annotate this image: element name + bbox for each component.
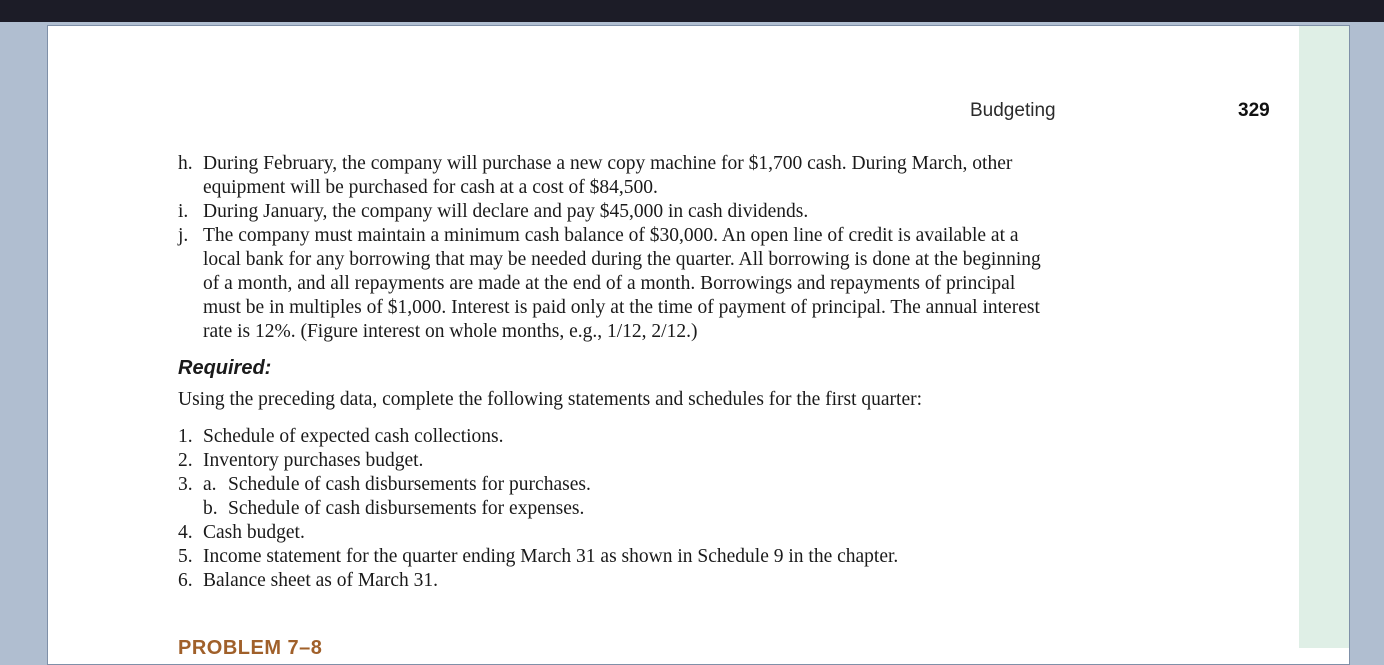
list-item-text: Income statement for the quarter ending March 31 as shown in Schedule 9 in the chapter. (203, 546, 899, 567)
running-head: Budgeting (970, 100, 1056, 121)
list-item-text: Cash budget. (203, 522, 305, 543)
list-marker: h. (178, 153, 193, 174)
list-item (178, 569, 1078, 593)
list-item (178, 200, 1058, 224)
list-item (178, 152, 1058, 200)
list-marker: i. (178, 201, 189, 222)
list-marker: 6. (178, 570, 193, 591)
list-marker: 2. (178, 450, 193, 471)
sub-marker: a. (203, 474, 217, 495)
list-item-text: Balance sheet as of March 31. (203, 570, 438, 591)
list-item-text: Inventory purchases budget. (203, 450, 424, 471)
sub-marker: b. (203, 498, 218, 519)
list-item (178, 449, 1078, 473)
page-number: 329 (1238, 100, 1270, 121)
lettered-list (178, 152, 1058, 344)
list-marker: j. (178, 225, 189, 246)
list-item-text: During January, the company will declare and pay $45,000 in cash dividends. (203, 201, 809, 222)
list-item-text: During February, the company will purchase a new copy machine for $1,700 cash. During March, other equipment will be purchased for cash at a cost of $84,500. (203, 153, 1013, 198)
list-item-text: Schedule of expected cash collections. (203, 426, 504, 447)
list-item-sublist (203, 473, 1078, 521)
sub-item (203, 473, 1078, 497)
list-marker: 3. (178, 474, 193, 495)
list-marker: 5. (178, 546, 193, 567)
window-top-bar (0, 0, 1384, 22)
list-item (178, 425, 1078, 449)
page-margin-strip (1299, 26, 1349, 648)
list-item-text: The company must maintain a minimum cash balance of $30,000. An open line of credit is available at a local bank for any borrowing that may be needed during the quarter. All borrowing is done at the beginning of a month, and all repayments are made at the end of a month. Borrowings and repayments of principal must be in multiples of $1,000. Interest is paid only at the time of payment of principal. The annual interest rate is 12%. (Figure interest on whole months, e.g., 1/12, 2/12.) (203, 225, 1041, 342)
list-marker: 4. (178, 522, 193, 543)
sub-item-text: Schedule of cash disbursements for expenses. (228, 498, 585, 519)
sub-item-text: Schedule of cash disbursements for purchases. (228, 474, 591, 495)
list-item (178, 473, 1078, 521)
list-item (178, 545, 1078, 569)
required-intro: Using the preceding data, complete the following statements and schedules for the first quarter: (178, 389, 923, 410)
sub-item (203, 497, 1078, 521)
list-marker: 1. (178, 426, 193, 447)
list-item (178, 224, 1058, 344)
next-section-heading: PROBLEM 7–8 (178, 637, 323, 659)
numbered-list (178, 425, 1078, 593)
required-heading: Required: (178, 357, 272, 379)
list-item (178, 521, 1078, 545)
